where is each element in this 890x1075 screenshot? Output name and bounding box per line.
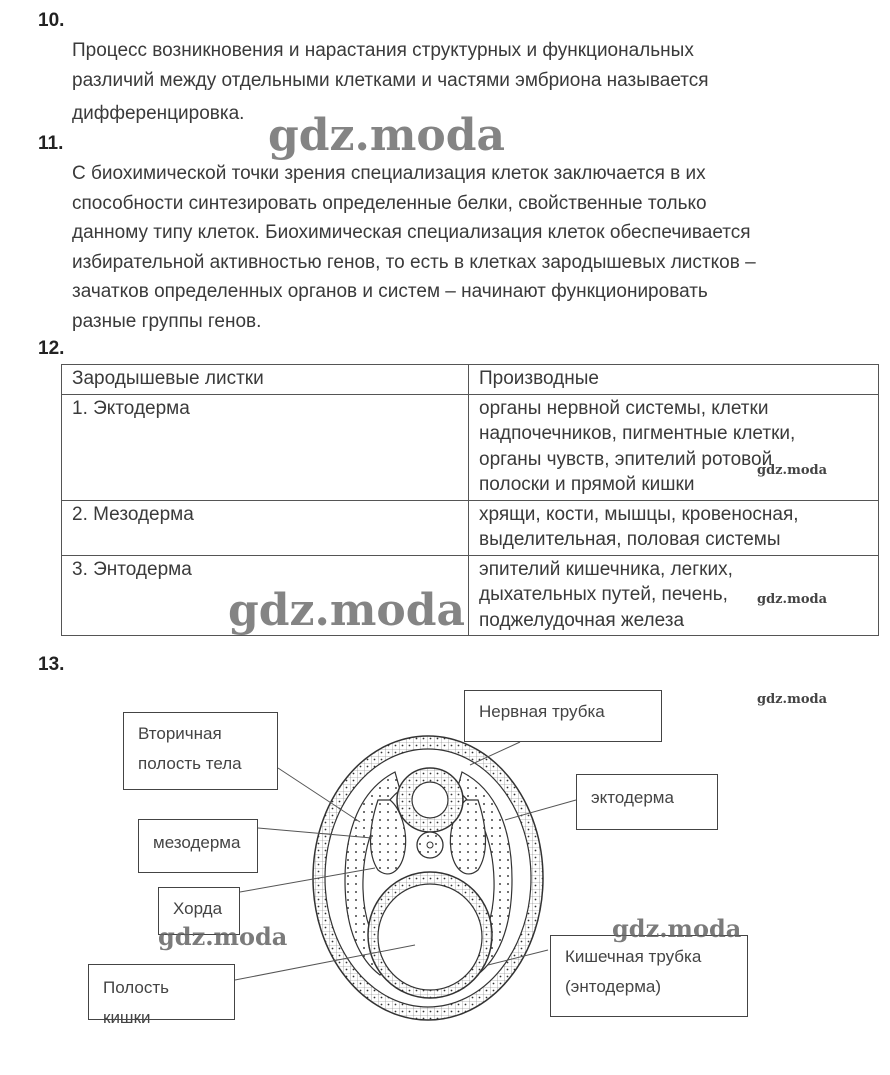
table-cell-layer: 1. Эктодерма — [62, 394, 469, 500]
header-germ-layers: Зародышевые листки — [62, 365, 469, 395]
label-secondary-body-cavity — [123, 712, 278, 790]
question-11-number: 11. — [38, 133, 64, 154]
watermark: gdz.moda — [268, 110, 506, 161]
cell-line: надпочечников, пигментные клетки, — [479, 423, 796, 444]
label-gut-tube — [550, 935, 748, 1017]
text-line: данному типу клеток. Биохимическая специализация клеток обеспечивается — [72, 222, 751, 243]
label-line: Кишечная трубка — [565, 947, 702, 966]
header-derivatives: Производные — [469, 365, 879, 395]
cell-line: органы нервной системы, клетки — [479, 397, 769, 419]
text-line: дифференцировка. — [72, 103, 245, 124]
watermark: gdz.moda — [757, 692, 828, 707]
cell-line: полоски и прямой кишки — [479, 474, 695, 495]
watermark: gdz.moda — [757, 592, 828, 607]
text-line: Процесс возникновения и нарастания структурных и функциональных — [72, 40, 694, 61]
text-line: способности синтезировать определенные белки, свойственные только — [72, 192, 707, 214]
text-line: избирательной активностью генов, то есть в клетках зародышевых листков – — [72, 251, 756, 273]
watermark: gdz.moda — [757, 463, 828, 478]
label-notochord: Хорда — [158, 887, 240, 935]
cell-line: хрящи, кости, мышцы, кровеносная, — [479, 503, 799, 525]
text-line: зачатков определенных органов и систем – начинают функционировать — [72, 281, 708, 302]
cell-line: органы чувств, эпителий ротовой — [479, 448, 773, 470]
cell-line: эпителий кишечника, легких, — [479, 558, 733, 580]
text-line: С биохимической точки зрения специализация клеток заключается в их — [72, 163, 706, 184]
label-neural-tube: Нервная трубка — [464, 690, 662, 742]
question-12-number: 12. — [38, 338, 65, 359]
label-line: полость тела — [138, 754, 242, 773]
label-ectoderm: эктодерма — [576, 774, 718, 830]
text-line: разные группы генов. — [72, 310, 262, 332]
cell-line: выделительная, половая системы — [479, 529, 781, 550]
watermark: gdz.moda — [228, 585, 466, 636]
watermark: gdz.moda — [158, 922, 288, 951]
text-line: различий между отдельными клетками и частями эмбриона называется — [72, 69, 709, 91]
table-cell-layer: 2. Мезодерма — [62, 500, 469, 555]
question-13-number: 13. — [38, 654, 65, 675]
watermark: gdz.moda — [612, 914, 742, 943]
cell-line: поджелудочная железа — [479, 609, 685, 631]
label-mesoderm: мезодерма — [138, 819, 258, 873]
question-10-number: 10. — [38, 10, 65, 31]
cell-line: дыхательных путей, печень, — [479, 584, 728, 605]
gut-cavity — [378, 884, 482, 990]
label-line: (энтодерма) — [565, 977, 662, 996]
label-line: Вторичная — [138, 724, 222, 743]
table-cell-layer: 3. Энтодерма — [62, 555, 469, 636]
label-gut-cavity: Полость кишки — [88, 964, 235, 1020]
